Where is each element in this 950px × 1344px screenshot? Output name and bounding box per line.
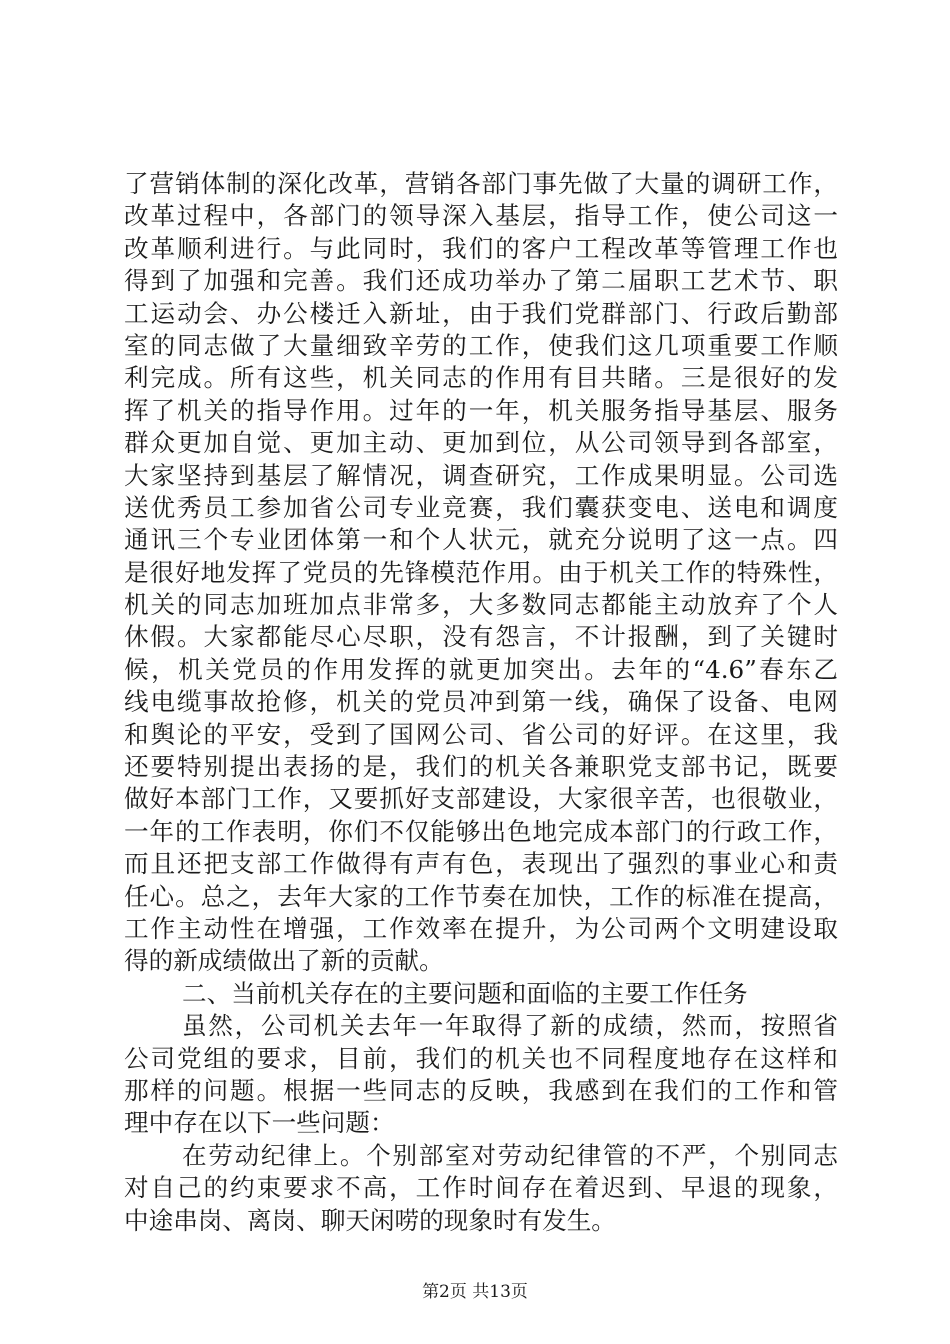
text-line: 是很好地发挥了党员的先锋模范作用。由于机关工作的特殊性， bbox=[124, 557, 838, 587]
text-line: 还要特别提出表扬的是，我们的机关各兼职党支部书记，既要 bbox=[124, 752, 838, 782]
page-footer bbox=[0, 1281, 950, 1303]
text-line: 送优秀员工参加省公司专业竞赛，我们囊获变电、送电和调度 bbox=[124, 492, 838, 522]
text-line: 得的新成绩做出了新的贡献。 bbox=[124, 946, 444, 976]
text-line: 群众更加自觉、更加主动、更加到位，从公司领导到各部室， bbox=[124, 428, 838, 458]
text-line: 理中存在以下一些问题： bbox=[124, 1108, 395, 1138]
text-line: 做好本部门工作，又要抓好支部建设，大家很辛苦，也很敬业， bbox=[124, 784, 838, 814]
text-line: 工运动会、办公楼迁入新址，由于我们党群部门、行政后勤部 bbox=[124, 298, 838, 328]
text-line: 大家坚持到基层了解情况，调查研究，工作成果明显。公司选 bbox=[124, 460, 838, 490]
text-line: 中途串岗、离岗、聊天闲唠的现象时有发生。 bbox=[124, 1205, 616, 1235]
text-line: 室的同志做了大量细致辛劳的工作，使我们这几项重要工作顺 bbox=[124, 330, 838, 360]
text-line: 通讯三个专业团体第一和个人状元，就充分说明了这一点。四 bbox=[124, 525, 838, 555]
text-line: 和舆论的平安，受到了国网公司、省公司的好评。在这里，我 bbox=[124, 719, 838, 749]
section-heading: 二、当前机关存在的主要问题和面临的主要工作任务 bbox=[182, 978, 748, 1008]
text-line: 线电缆事故抢修，机关的党员冲到第一线，确保了设备、电网 bbox=[124, 687, 838, 717]
text-line: 得到了加强和完善。我们还成功举办了第二届职工艺术节、职 bbox=[124, 266, 838, 296]
text-line: 改革顺利进行。与此同时，我们的客户工程改革等管理工作也 bbox=[124, 233, 838, 263]
body-text bbox=[124, 168, 838, 1237]
text-line: 机关的同志加班加点非常多，大多数同志都能主动放弃了个人 bbox=[124, 590, 838, 620]
text-line: 休假。大家都能尽心尽职，没有怨言，不计报酬，到了关键时 bbox=[124, 622, 838, 652]
text-line: 那样的问题。根据一些同志的反映，我感到在我们的工作和管 bbox=[124, 1075, 838, 1105]
text-line: 一年的工作表明，你们不仅能够出色地完成本部门的行政工作， bbox=[124, 816, 838, 846]
text-line: 而且还把支部工作做得有声有色，表现出了强烈的事业心和责 bbox=[124, 849, 838, 879]
text-line: 工作主动性在增强，工作效率在提升，为公司两个文明建设取 bbox=[124, 913, 838, 943]
text-line: 利完成。所有这些，机关同志的作用有目共睹。三是很好的发 bbox=[124, 363, 838, 393]
text-line: 挥了机关的指导作用。过年的一年，机关服务指导基层、服务 bbox=[124, 395, 838, 425]
text-line: 在劳动纪律上。个别部室对劳动纪律管的不严，个别同志 bbox=[182, 1140, 838, 1170]
text-line: 公司党组的要求，目前，我们的机关也不同程度地存在这样和 bbox=[124, 1043, 838, 1073]
text-line: 改革过程中，各部门的领导深入基层，指导工作，使公司这一 bbox=[124, 201, 838, 231]
page-number: 第2页 共13页 bbox=[422, 1282, 528, 1302]
text-line: 了营销体制的深化改革，营销各部门事先做了大量的调研工作， bbox=[124, 169, 838, 198]
text-line: 任心。总之，去年大家的工作节奏在加快，工作的标准在提高， bbox=[124, 881, 838, 911]
text-line: 候，机关党员的作用发挥的就更加突出。去年的“4.6”春东乙 bbox=[124, 654, 838, 684]
text-line: 对自己的约束要求不高，工作时间存在着迟到、早退的现象， bbox=[124, 1173, 838, 1203]
text-line: 虽然，公司机关去年一年取得了新的成绩，然而，按照省 bbox=[182, 1011, 838, 1041]
